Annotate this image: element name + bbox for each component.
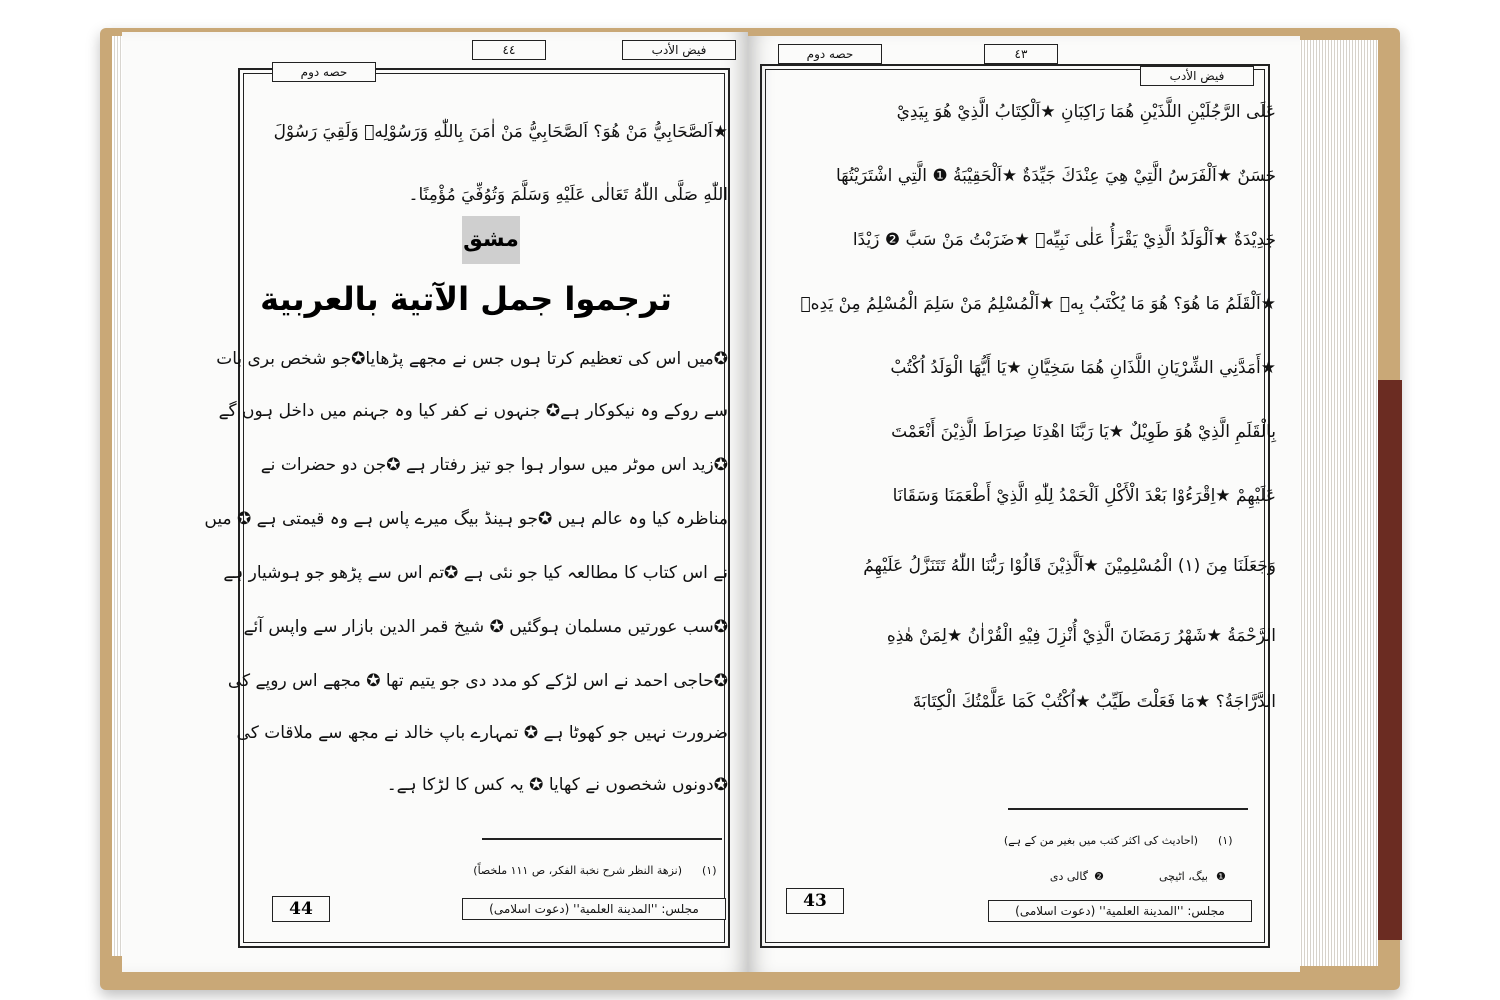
footnote-text: (احادیث کی اکثر کتب میں بغیر من کے ہے) — [1003, 834, 1198, 847]
left-header-part: حصه دوم — [272, 62, 376, 82]
exercise-line: ضرورت نہیں جو کھوٹا ہے ✪ تمہارے باپ خالد نے مجھ سے ملاقات کی — [236, 723, 728, 743]
right-text-line: عَلَى الرَّجُلَيْنِ اللَّذَيْنِ هُمَا رَاكِبَانِ ★اَلْكِتَابُ الَّذِيْ هُوَ بِيَدِيْ — [896, 102, 1276, 122]
glossary-1-number: ❶ — [1216, 870, 1226, 883]
right-text-line: بِالْقَلَمِ الَّذِيْ هُوَ طَوِيْلٌ ★يَا رَبَّنَا اهْدِنَا صِرَاطَ الَّذِيْنَ أَنْعَمْتَ — [891, 422, 1276, 442]
right-text-line: ★أَمَدَّنِي الشِّرْيَانِ اللَّذَانِ هُمَا سَخِيَّانِ ★يَا أَيُّهَا الْوَلَدُ اُكْتُبْ — [890, 358, 1276, 378]
exercise-line: سے روکے وہ نیکوکار ہے✪ جنہوں نے کفر کیا وہ جہنم میں داخل ہوں گے — [218, 401, 728, 421]
footnote-text: (نزهة النظر شرح نخبة الفكر، ص ۱۱۱ ملخصاً) — [473, 864, 682, 877]
left-header-book: فیض الأدب — [622, 40, 736, 60]
glossary-2-number: ❷ — [1094, 870, 1104, 883]
footnote-marker: (۱) — [1218, 834, 1233, 847]
right-header-book: فیض الأدب — [1140, 66, 1254, 86]
right-header-page: ٤٣ — [984, 44, 1058, 64]
right-text-line: جَدِيْدَةٌ ★اَلْوَلَدُ الَّذِيْ يَقْرَأُ عَلٰى نَبِيِّهٖ ★ضَرَبْتُ مَنْ سَبَّ ❷ زَيْدًا — [852, 230, 1276, 250]
right-text-line: الرَّحْمَةُ ★شَهْرُ رَمَضَانَ الَّذِيْ أُنْزِلَ فِيْهِ الْقُرْاٰنُ ★لِمَنْ هٰذِهِ — [886, 626, 1276, 646]
exercise-line: ✪سب عورتیں مسلمان ہوگئیں ✪ شیخ قمر الدین بازار سے واپس آئے — [243, 617, 728, 637]
left-footer: مجلس: ''المدینة العلمیة'' (دعوت اسلامی) — [462, 898, 726, 920]
right-text-line: الدَّرَّاجَةُ؟ ★مَا فَعَلْتَ طَيِّبٌ ★اُكْتُبْ كَمَا عَلَّمْتُكَ الْكِتَابَةَ — [912, 692, 1276, 712]
right-page-number: 43 — [786, 888, 844, 914]
right-text-line: ★اَلْقَلَمُ مَا هُوَ؟ هُوَ مَا يُكْتَبُ بِهٖ ★اَلْمُسْلِمُ مَنْ سَلِمَ الْمُسْلِمُ مِنْ يَدِهٖ — [800, 294, 1276, 314]
right-page — [748, 36, 1300, 972]
exercise-heading: مشق — [462, 216, 520, 264]
page-edges-right — [1296, 40, 1378, 966]
right-header-part: حصه دوم — [778, 44, 882, 64]
left-page — [122, 32, 748, 972]
right-text-line: وَجَعَلَنَا مِنَ (۱) الْمُسْلِمِيْنَ ★اَلَّذِيْنَ قَالُوْا رَبُّنَا اللّٰهُ تَتَنَزَّلُ عَلَيْهِمُ — [863, 556, 1276, 576]
exercise-line: ✪حاجی احمد نے اس لڑکے کو مدد دی جو یتیم تھا ✪ مجھے اس روپے کی — [227, 671, 728, 691]
exercise-line: نے اس کتاب کا مطالعہ کیا جو نئی ہے ✪تم اس سے پڑھو جو ہوشیار ہے — [223, 563, 728, 583]
right-text-line: حَسَنٌ ★اَلْفَرَسُ الَّتِيْ هِيَ عِنْدَكَ جَيِّدَةٌ ★اَلْحَقِيْبَةُ ❶ الَّتِي اشْتَرَيْتُهَا — [835, 166, 1276, 186]
left-header-page: ٤٤ — [472, 40, 546, 60]
exercise-line: مناظرہ کیا وہ عالم ہیں ✪جو ہینڈ بیگ میرے پاس ہے وہ قیمتی ہے ✪ میں — [204, 509, 728, 529]
exercise-line: ✪دونوں شخصوں نے کھایا ✪ یہ کس کا لڑکا ہے۔ — [386, 775, 728, 795]
right-text-line: عَلَيْهِمْ ★اِقْرَءُوْا بَعْدَ الْأَكْلِ اَلْحَمْدُ لِلّٰهِ الَّذِيْ أَطْعَمَنَا وَسَقَانَا — [892, 486, 1276, 506]
left-page-number: 44 — [272, 896, 330, 922]
footnote-marker: (۱) — [702, 864, 717, 877]
right-page-border — [760, 64, 1270, 948]
exercise-line: ✪میں اس کی تعظیم کرتا ہوں جس نے مجھے پڑھایا✪جو شخص بری بات — [216, 349, 728, 369]
footnote-rule — [1008, 808, 1248, 810]
right-footer: مجلس: ''المدینة العلمیة'' (دعوت اسلامی) — [988, 900, 1252, 922]
exercise-line: ✪زید اس موٹر میں سوار ہوا جو تیز رفتار ہے ✪جن دو حضرات نے — [260, 455, 728, 475]
glossary-1-text: بیگ، اٹیچی — [1159, 870, 1208, 883]
exercise-title: ترجموا جمل الآتية بالعربية — [260, 280, 672, 318]
left-text-line: ★اَلصَّحَابِيُّ مَنْ هُوَ؟ اَلصَّحَابِيُّ مَنْ اٰمَنَ بِاللّٰهِ وَرَسُوْلِهٖ وَلَقِيَ رَسُوْلَ — [273, 122, 728, 142]
footnote-rule — [482, 838, 722, 840]
glossary-2-text: گالی دی — [1049, 870, 1088, 883]
left-text-line: اللّٰهِ صَلَّى اللّٰهُ تَعَالٰى عَلَيْهِ وَسَلَّمَ وَتُوُفِّيَ مُؤْمِنًا۔ — [408, 185, 728, 205]
